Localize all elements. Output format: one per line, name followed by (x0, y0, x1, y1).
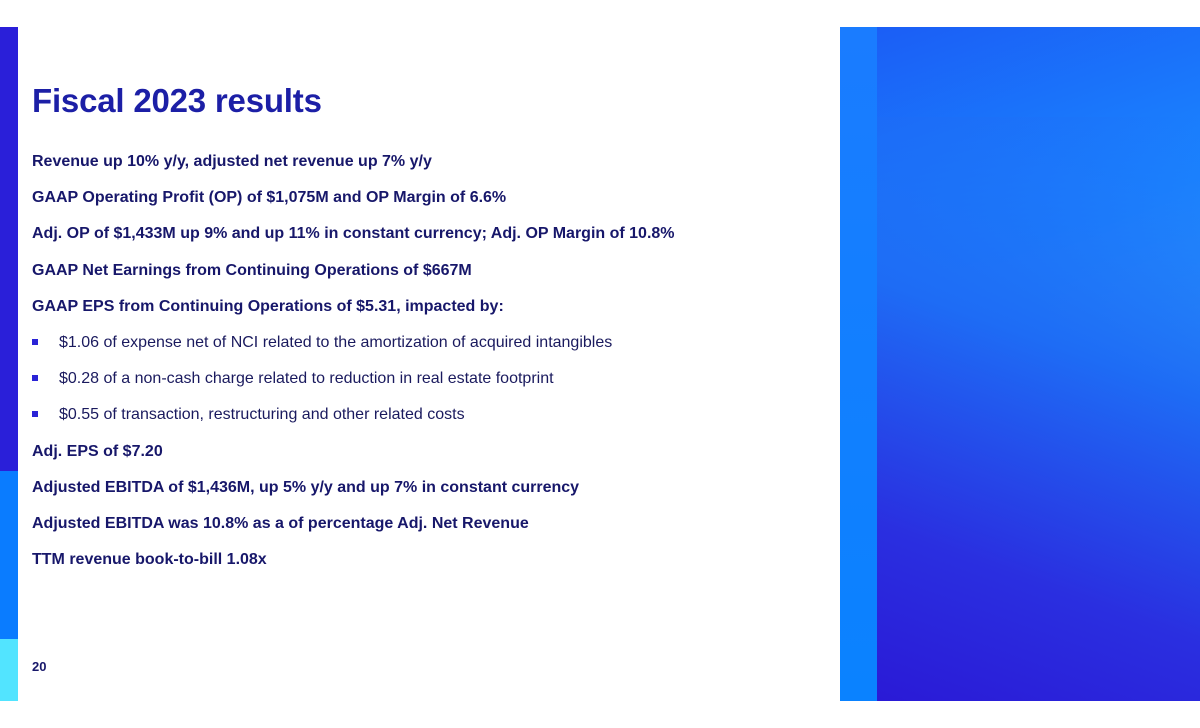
left-accent-bar (0, 27, 18, 701)
decorative-strip (840, 27, 877, 701)
bullet-gaap-net-earnings: GAAP Net Earnings from Continuing Operations of $667M (32, 261, 472, 279)
page-number: 20 (32, 659, 47, 674)
bullet-gaap-eps: GAAP EPS from Continuing Operations of $5.31, impacted by: (32, 297, 504, 315)
bullet-gaap-op: GAAP Operating Profit (OP) of $1,075M and OP Margin of 6.6% (32, 189, 507, 207)
bullet-revenue: Revenue up 10% y/y, adjusted net revenue up 7% y/y (32, 153, 432, 170)
results-list (32, 150, 832, 584)
bullet-adj-op: Adj. OP of $1,433M up 9% and up 11% in constant currency; Adj. OP Margin of 10.8% (32, 225, 675, 243)
square-bullet-icon (32, 411, 38, 417)
bullet-adj-ebitda-pct: Adjusted EBITDA was 10.8% as a of percentage Adj. Net Revenue (32, 514, 529, 532)
slide-title: Fiscal 2023 results (32, 82, 322, 119)
bullet-book-to-bill: TTM revenue book-to-bill 1.08x (32, 551, 267, 569)
decorative-gradient-panel (840, 27, 1200, 701)
bullet-adj-eps: Adj. EPS of $7.20 (32, 442, 163, 460)
sub-bullet-real-estate: $0.28 of a non-cash charge related to reduction in real estate footprint (32, 367, 832, 403)
decorative-gradient-block (877, 117, 1200, 701)
square-bullet-icon (32, 339, 38, 345)
sub-bullet-amortization: $1.06 of expense net of NCI related to the amortization of acquired intangibles (32, 331, 832, 367)
bullet-adj-ebitda: Adjusted EBITDA of $1,436M, up 5% y/y and up 7% in constant currency (32, 478, 580, 496)
sub-bullet-transaction-costs: $0.55 of transaction, restructuring and other related costs (32, 403, 832, 439)
square-bullet-icon (32, 375, 38, 381)
